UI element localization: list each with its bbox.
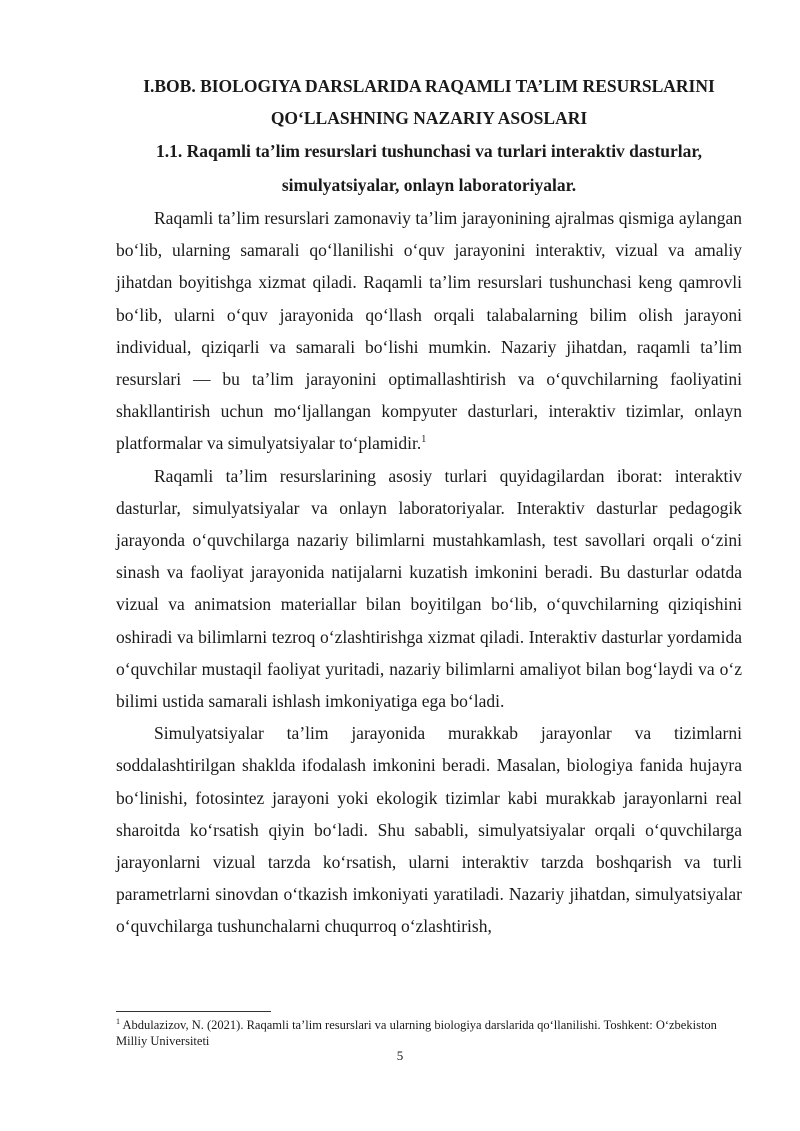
paragraph-2: Raqamli ta’lim resurslarining asosiy turlari quyidagilardan iborat: interaktiv dasturlar, simulyatsiyalar va onlayn laboratoriyalar. Interaktiv dasturlar pedagogik jarayonda o‘quvchilarga nazariy bilimlarni mustahkamlash, test savollari orqali o‘zini sinash va faoliyat jarayonida natijalarni kuzatish imkonini beradi. Bu dasturlar odatda vizual va animatsion materiallar bilan boyitilgan bo‘lib, o‘quvchilarning qiziqishini oshiradi va bilimlarni tezroq o‘zlashtirishga xizmat qiladi. Interaktiv dasturlar yordamida o‘quvchilar mustaqil faoliyat yuritadi, nazariy bilimlarni amaliyot bilan bog‘laydi va o‘z bilimi ustida samarali ishlash imkoniyatiga ega bo‘ladi. — [116, 465, 742, 712]
footnote-text: Abdulazizov, N. (2021). Raqamli ta’lim resurslari va ularning biologiya darslarida qo‘llanilishi. Toshkent: O‘zbekiston Milliy Universiteti — [116, 1018, 717, 1048]
footnote — [116, 1017, 742, 1049]
footnote-reference: 1 — [421, 434, 427, 446]
paragraph-1-text: Raqamli ta’lim resurslari zamonaviy ta’lim jarayonining ajralmas qismiga aylangan bo‘lib, ularning samarali qo‘llanilishi o‘quv jarayonini interaktiv, vizual va amaliy jihatdan boyitishga xizmat qiladi. Raqamli ta’lim resurslari tushunchasi keng qamrovli bo‘lib, ularni o‘quv jarayonida qo‘llash orqali talabalarning bilim olish jarayoni individual, qiziqarli va samarali bo‘lishi mumkin. Nazariy jihatdan, raqamli ta’lim resurslari — bu ta’lim jarayonini optimallashtirish va o‘quvchilarning faoliyatini shakllantirish uchun mo‘ljallangan kompyuter dasturlari, interaktiv tizimlar, onlayn platformalar va simulyatsiyalar to‘plamidir. — [116, 208, 742, 454]
section-title — [116, 134, 742, 202]
paragraph-1 — [116, 202, 742, 460]
footnote-separator — [116, 1011, 271, 1012]
chapter-title — [116, 70, 742, 134]
section-title-line-2: simulyatsiyalar, onlayn laboratoriyalar. — [281, 175, 577, 195]
page-number: 5 — [396, 1048, 404, 1063]
chapter-title-line-1: I.BOB. BIOLOGIYA DARSLARIDA RAQAMLI TA’LIM RESURSLARINI — [143, 76, 715, 96]
footnote-number: 1 — [116, 1016, 120, 1026]
chapter-title-line-2: QO‘LLASHNING NAZARIY ASOSLARI — [270, 108, 588, 128]
section-title-line-1: 1.1. Raqamli ta’lim resurslari tushunchasi va turlari interaktiv dasturlar, — [156, 141, 702, 161]
paragraph-3: Simulyatsiyalar ta’lim jarayonida murakkab jarayonlar va tizimlarni soddalashtirilgan shaklda ifodalash imkonini beradi. Masalan, biologiya fanida hujayra bo‘linishi, fotosintez jarayoni yoki ekologik tizimlar kabi murakkab jarayonlarni real sharoitda ko‘rsatish qiyin bo‘ladi. Shu sababli, simulyatsiyalar orqali o‘quvchilarga jarayonlarni vizual tarzda ko‘rsatish, ularni interaktiv tarzda boshqarish va turli parametrlarni sinovdan o‘tkazish imkoniyati yaratiladi. Nazariy jihatdan, simulyatsiyalar o‘quvchilarga tushunchalarni chuqurroq o‘zlashtirish, — [116, 723, 742, 937]
page-body — [116, 70, 742, 943]
